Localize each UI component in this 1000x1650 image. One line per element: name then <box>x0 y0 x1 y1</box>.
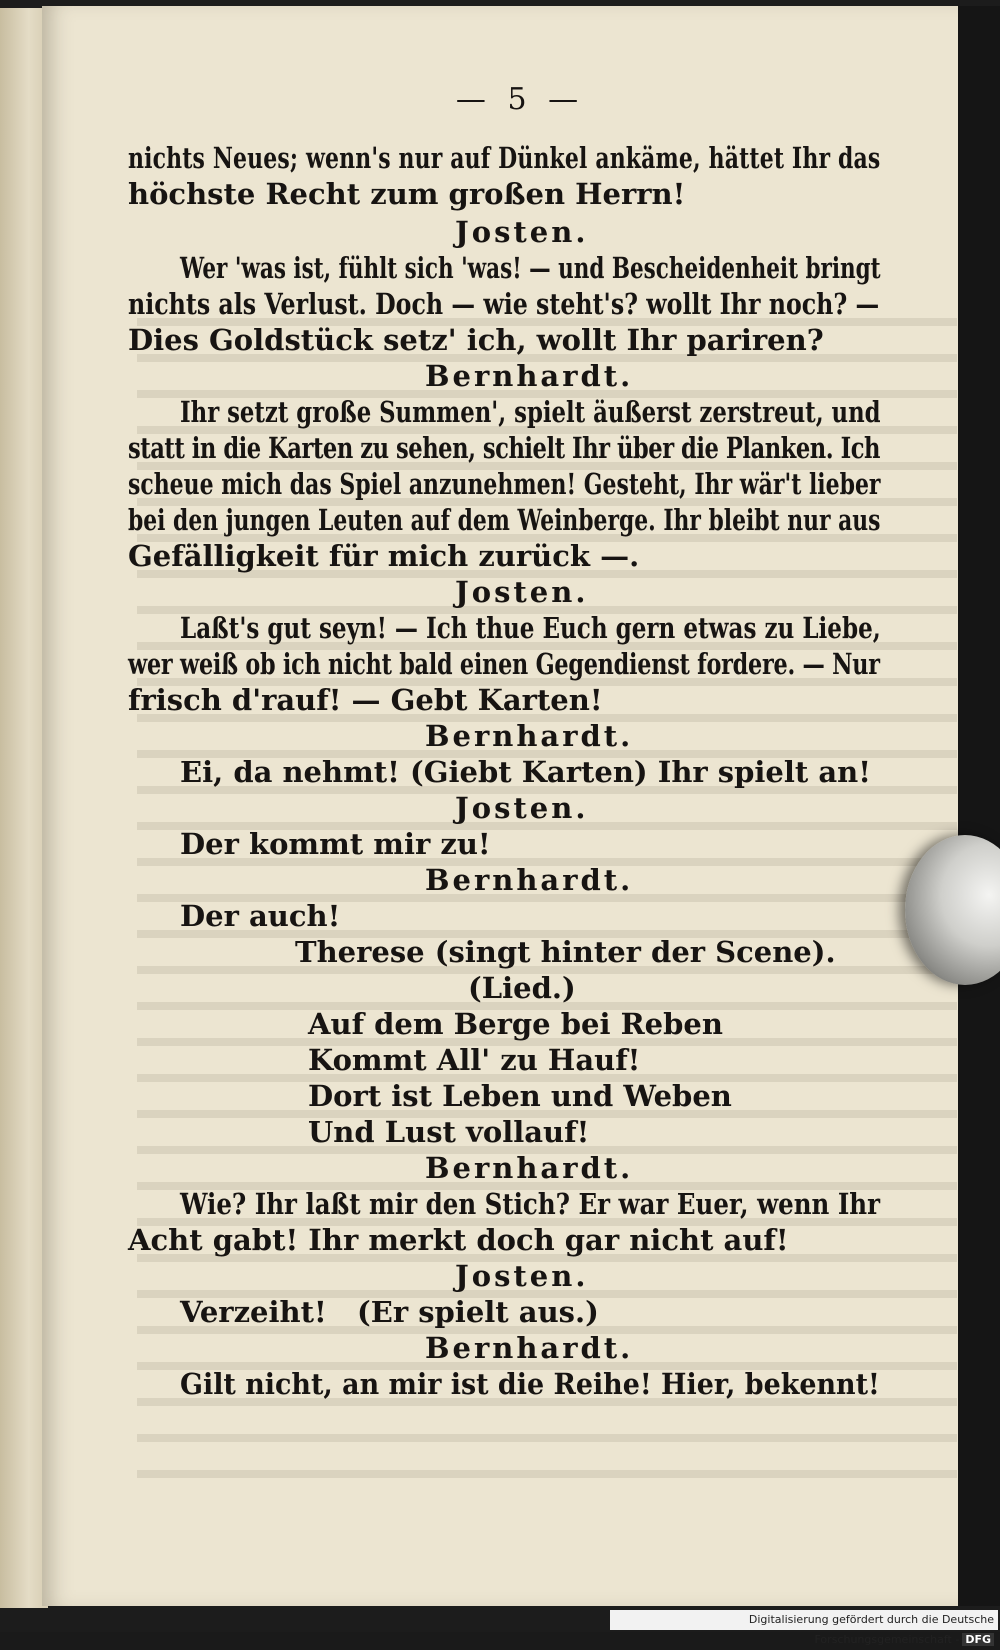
text-line: Der kommt mir zu! <box>180 827 491 861</box>
song-heading: (Lied.) <box>468 971 576 1005</box>
text-line: wer weiß ob ich nicht bald einen Gegendienst fordere. — Nur <box>128 647 880 681</box>
text-line: statt in die Karten zu sehen, schielt Ihr über die Planken. Ich <box>128 431 881 465</box>
dfg-logo: DFG <box>962 1633 994 1646</box>
scan-border <box>958 6 1000 1606</box>
speaker-name: Bernhardt. <box>425 1151 634 1185</box>
text-line: Wer 'was ist, fühlt sich 'was! — und Bescheidenheit bringt <box>180 251 881 285</box>
digitization-credit <box>610 1610 998 1646</box>
speaker-name: Bernhardt. <box>425 719 634 753</box>
text-line: bei den jungen Leuten auf dem Weinberge. Ihr bleibt nur aus <box>128 503 881 537</box>
text-line: Acht gabt! Ihr merkt doch gar nicht auf! <box>128 1223 789 1257</box>
speaker-name: Josten. <box>455 215 589 249</box>
speaker-name: Bernhardt. <box>425 863 634 897</box>
text-line: nichts Neues; wenn's nur auf Dünkel ankäme, hättet Ihr das <box>128 141 881 175</box>
song-line: Auf dem Berge bei Reben <box>308 1007 723 1041</box>
text-line: Wie? Ihr laßt mir den Stich? Er war Euer, wenn Ihr <box>180 1187 880 1221</box>
text-line: Ei, da nehmt! (Giebt Karten) Ihr spielt an! <box>180 755 871 789</box>
text-line: scheue mich das Spiel anzunehmen! Gesteht, Ihr wär't lieber <box>128 467 881 501</box>
text-line: Gefälligkeit für mich zurück —. <box>128 539 640 573</box>
speaker-name: Josten. <box>455 791 589 825</box>
text-line: Der auch! <box>180 899 341 933</box>
text-line: Ihr setzt große Summen', spielt äußerst zerstreut, und <box>180 395 881 429</box>
song-line: Dort ist Leben und Weben <box>308 1079 732 1113</box>
page-number: — 5 — <box>455 82 585 117</box>
credit-text: Digitalisierung gefördert durch die Deutsche Forschungsgemeinschaft - <box>748 1613 994 1646</box>
text-line: Laßt's gut seyn! — Ich thue Euch gern etwas zu Liebe, <box>180 611 881 645</box>
song-line: Kommt All' zu Hauf! <box>308 1043 641 1077</box>
text-line: Verzeiht! (Er spielt aus.) <box>180 1295 599 1329</box>
text-line: frisch d'rauf! — Gebt Karten! <box>128 683 603 717</box>
text-line: Dies Goldstück setz' ich, wollt Ihr pariren? <box>128 323 824 357</box>
text-line: höchste Recht zum großen Herrn! <box>128 177 686 211</box>
stage-direction: Therese (singt hinter der Scene). <box>295 935 836 969</box>
speaker-name: Josten. <box>455 575 589 609</box>
speaker-name: Josten. <box>455 1259 589 1293</box>
song-line: Und Lust vollauf! <box>308 1115 590 1149</box>
text-line: Gilt nicht, an mir ist die Reihe! Hier, bekennt! <box>180 1367 880 1401</box>
speaker-name: Bernhardt. <box>425 359 634 393</box>
speaker-name: Bernhardt. <box>425 1331 634 1365</box>
left-page-edge <box>0 8 48 1608</box>
text-line: nichts als Verlust. Doch — wie steht's? wollt Ihr noch? — <box>128 287 880 321</box>
